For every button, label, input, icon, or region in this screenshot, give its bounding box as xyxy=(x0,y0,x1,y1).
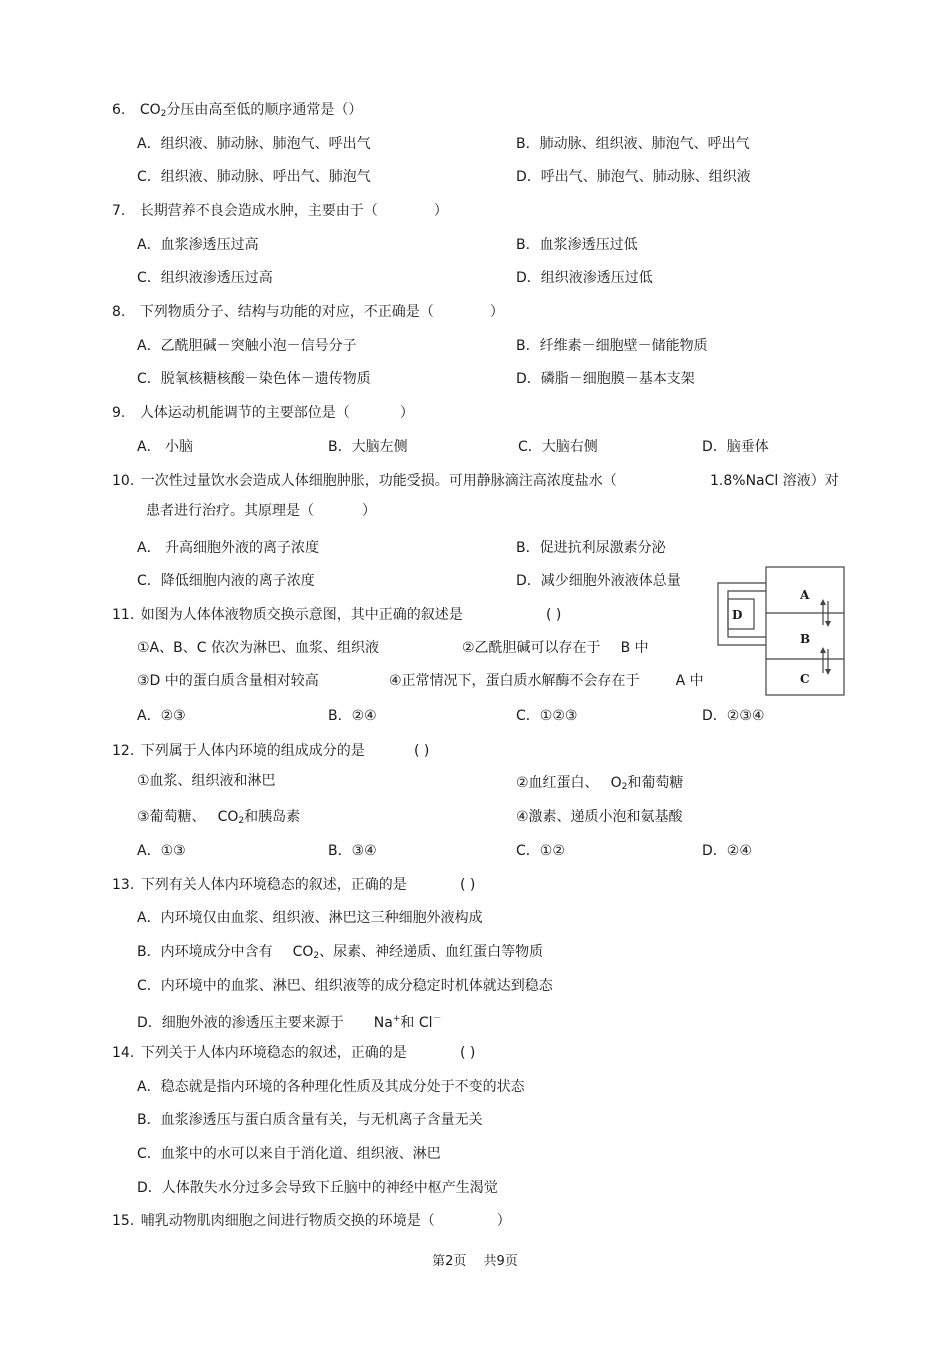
q12-statement-4: ④激素、递质小泡和氨基酸 xyxy=(516,809,683,825)
q12-option-d: D．②④ xyxy=(702,843,752,859)
q8-option-b: B．纤维素－细胞壁－储能物质 xyxy=(516,338,708,354)
q11-option-a: A．②③ xyxy=(137,708,186,724)
q15-stem: 15. 哺乳动物肌肉细胞之间进行物质交换的环境是（ ） xyxy=(112,1213,511,1229)
body-fluid-diagram xyxy=(716,565,846,697)
q9-stem: 9. 人体运动机能调节的主要部位是（ ） xyxy=(112,405,414,421)
q8-option-c: C．脱氧核糖核酸－染色体－遗传物质 xyxy=(137,371,371,387)
q9-option-b: B．大脑左侧 xyxy=(328,439,408,455)
q6-option-b: B．肺动脉、组织液、肺泡气、呼出气 xyxy=(516,136,750,152)
q8-option-d: D．磷脂－细胞膜－基本支架 xyxy=(516,371,695,387)
q13-stem: 13. 下列有关人体内环境稳态的叙述，正确的是 xyxy=(112,877,407,893)
q14-option-a: A．稳态就是指内环境的各种理化性质及其成分处于不变的状态 xyxy=(137,1079,525,1095)
q6-number: 6. xyxy=(112,102,126,118)
q6-option-a: A．组织液、肺动脉、肺泡气、呼出气 xyxy=(137,136,371,152)
diagram-label-a: A xyxy=(800,588,810,602)
q8-option-a: A．乙酰胆碱－突触小泡－信号分子 xyxy=(137,338,357,354)
q13-option-a: A．内环境仅由血浆、组织液、淋巴这三种细胞外液构成 xyxy=(137,910,483,926)
q10-option-c: C．降低细胞内液的离子浓度 xyxy=(137,573,315,589)
diagram-label-b: B xyxy=(800,632,811,646)
q11-option-d: D．②③④ xyxy=(702,708,765,724)
q9-option-a: A． 小脑 xyxy=(137,439,194,455)
q11-paren: ( ) xyxy=(546,607,562,623)
q11-statement-4: ④正常情况下，蛋白质水解酶不会存在于 A 中 xyxy=(389,673,704,689)
q11-statement-3: ③D 中的蛋白质含量相对较高 xyxy=(137,673,319,689)
q6-stem: 6. $CO_2$分压由高至低的顺序通常是（） xyxy=(112,102,363,119)
q13-paren: ( ) xyxy=(460,877,476,893)
q12-statement-3: ③葡萄糖、 $CO_2$和胰岛素 xyxy=(137,809,301,826)
q10-option-a: A． 升高细胞外液的离子浓度 xyxy=(137,540,320,556)
q10-option-b: B．促进抗利尿激素分泌 xyxy=(516,540,666,556)
q14-stem: 14. 下列关于人体内环境稳态的叙述，正确的是 xyxy=(112,1045,407,1061)
q10-stem: 10. 一次性过量饮水会造成人体细胞肿胀，功能受损。可用静脉滴注高浓度盐水（ xyxy=(112,473,617,489)
q12-statement-2: ②血红蛋白、 $O_2$和葡萄糖 xyxy=(516,775,684,792)
q12-option-c: C．①② xyxy=(516,843,565,859)
q10-stem-tail: 1.8%NaCl 溶液）对 xyxy=(710,473,839,489)
q11-statement-1: ①A、B、C 依次为淋巴、血浆、组织液 xyxy=(137,640,379,656)
q14-option-d: D．人体散失水分过多会导致下丘脑中的神经中枢产生渴觉 xyxy=(137,1180,498,1196)
q10-option-d: D．减少细胞外液液体总量 xyxy=(516,573,681,589)
q14-option-c: C．血浆中的水可以来自于消化道、组织液、淋巴 xyxy=(137,1146,441,1162)
q12-stem: 12. 下列属于人体内环境的组成成分的是 xyxy=(112,743,365,759)
q11-statement-2: ②乙酰胆碱可以存在于 B 中 xyxy=(462,640,649,656)
diagram-label-d: D xyxy=(732,608,743,622)
q10-stem-line2: 患者进行治疗。其原理是（ ） xyxy=(146,503,376,519)
q6-option-d: D．呼出气、肺泡气、肺动脉、组织液 xyxy=(516,169,751,185)
q8-stem: 8. 下列物质分子、结构与功能的对应，不正确是（ ） xyxy=(112,304,504,320)
q6-option-c: C．组织液、肺动脉、呼出气、肺泡气 xyxy=(137,169,371,185)
q12-statement-1: ①血浆、组织液和淋巴 xyxy=(137,773,276,789)
q12-paren: ( ) xyxy=(414,743,430,759)
q7-stem: 7. 长期营养不良会造成水肿，主要由于（ ） xyxy=(112,203,448,219)
q11-stem: 11. 如图为人体体液物质交换示意图，其中正确的叙述是 xyxy=(112,607,463,623)
q11-option-c: C．①②③ xyxy=(516,708,578,724)
q7-option-c: C．组织液渗透压过高 xyxy=(137,270,273,286)
q11-option-b: B．②④ xyxy=(328,708,377,724)
diagram-label-c: C xyxy=(800,672,810,686)
q7-option-b: B．血浆渗透压过低 xyxy=(516,237,638,253)
q9-option-d: D．脑垂体 xyxy=(702,439,769,455)
page-footer: 第2页 共9页 xyxy=(432,1254,518,1269)
q7-option-d: D．组织液渗透压过低 xyxy=(516,270,653,286)
q12-option-b: B．③④ xyxy=(328,843,377,859)
q13-option-b: B．内环境成分中含有 $CO_2$、尿素、神经递质、血红蛋白等物质 xyxy=(137,944,544,961)
q14-option-b: B．血浆渗透压与蛋白质含量有关，与无机离子含量无关 xyxy=(137,1112,483,1128)
q9-option-c: C．大脑右侧 xyxy=(518,439,598,455)
q12-option-a: A．①③ xyxy=(137,843,186,859)
q13-option-c: C．内环境中的血浆、淋巴、组织液等的成分稳定时机体就达到稳态 xyxy=(137,978,553,994)
q14-paren: ( ) xyxy=(460,1045,476,1061)
q7-option-a: A．血浆渗透压过高 xyxy=(137,237,259,253)
q13-option-d: D．细胞外液的渗透压主要来源于 Na+和 Cl－ xyxy=(137,1014,442,1031)
